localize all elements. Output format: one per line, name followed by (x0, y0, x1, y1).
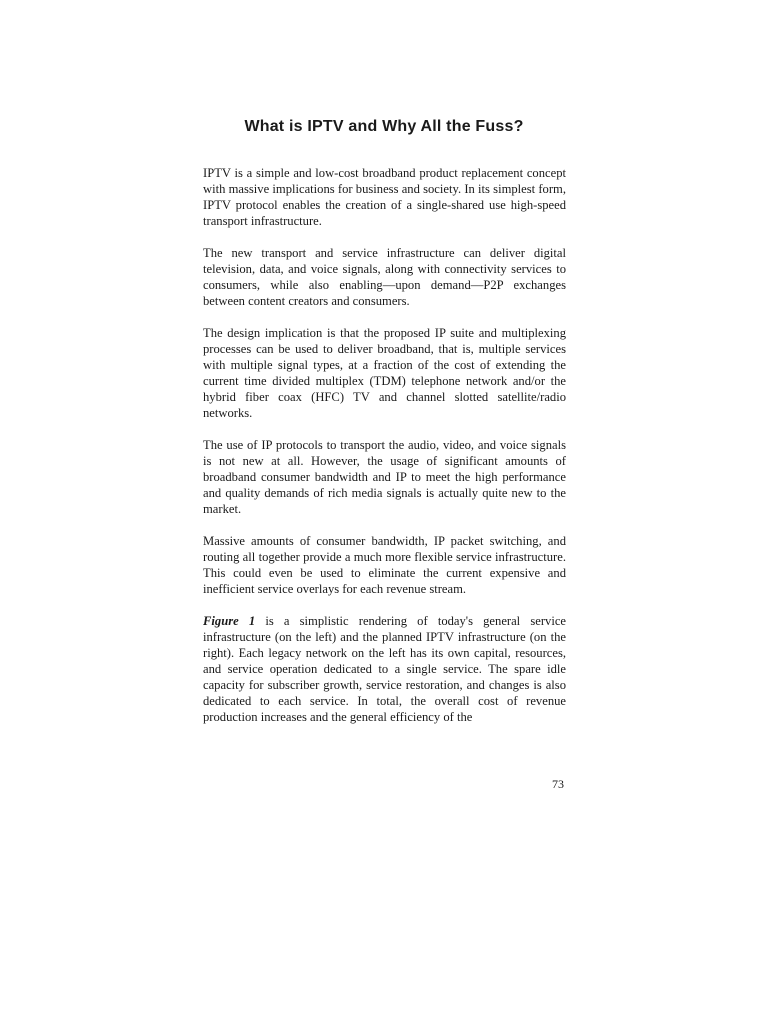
paragraph-3: The design implication is that the proposed IP suite and multiplexing processes can be used to deliver broadband, that is, multiple services with multiple signal types, at a fraction of the cost of extending the current time divided multiplex (TDM) telephone network and/or the hybrid fiber coax (HFC) TV and channel slotted satellite/radio networks. (203, 326, 566, 420)
paragraph-4: The use of IP protocols to transport the audio, video, and voice signals is not new at all. However, the usage of significant amounts of broadband consumer bandwidth and IP to meet the high performance and quality demands of rich media signals is actually quite new to the market. (203, 438, 566, 516)
paragraph-1: IPTV is a simple and low-cost broadband product replacement concept with massive implications for business and society. In its simplest form, IPTV protocol enables the creation of a single-shared use high-speed transport infrastructure. (203, 166, 566, 228)
page-number: 73 (552, 777, 564, 791)
body-text (203, 165, 566, 741)
page-title: What is IPTV and Why All the Fuss? (244, 118, 524, 135)
paragraph-2: The new transport and service infrastructure can deliver digital television, data, and voice signals, along with connectivity services to consumers, while also enabling—upon demand—P2P exchanges between content creators and consumers. (203, 246, 566, 308)
figure-reference: Figure 1 (203, 614, 256, 628)
paragraph-6 (203, 613, 566, 725)
paragraph-5: Massive amounts of consumer bandwidth, IP packet switching, and routing all together provide a much more flexible service infrastructure. This could even be used to eliminate the current expensive and inefficient service overlays for each revenue stream. (203, 534, 566, 596)
paragraph-6-text: is a simplistic rendering of today's general service infrastructure (on the left) and the planned IPTV infrastructure (on the right). Each legacy network on the left has its own capital, resources, and service operation dedicated to a single service. The spare idle capacity for subscriber growth, service restoration, and changes is also dedicated to each service. In total, the overall cost of revenue production increases and the general efficiency of the (203, 614, 567, 724)
